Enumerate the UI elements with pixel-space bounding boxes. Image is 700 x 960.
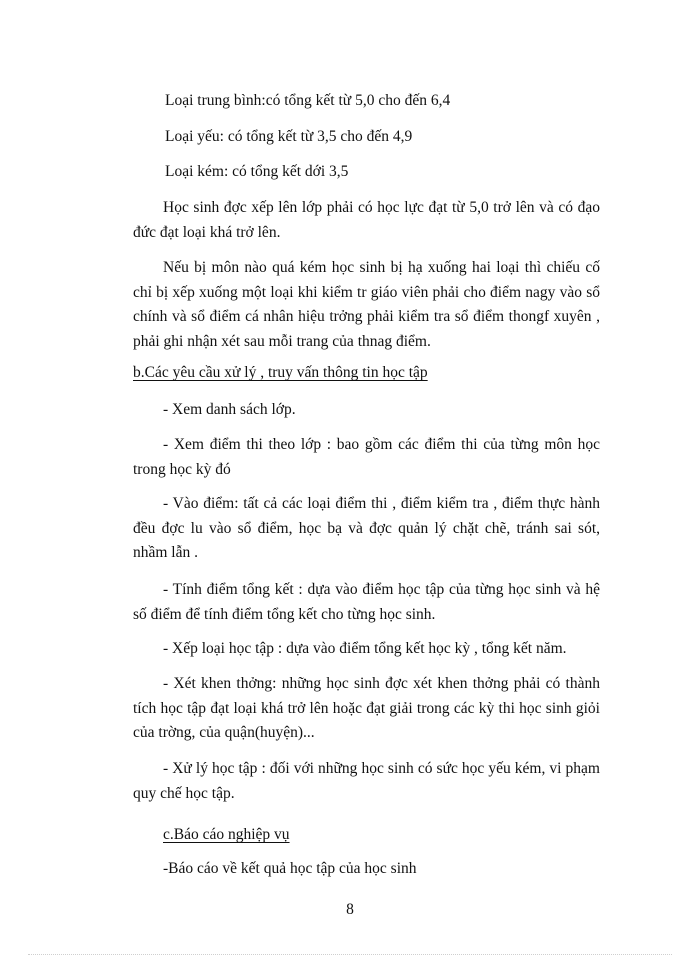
classification-average-line: Loại trung bình:có tổng kết từ 5,0 cho đến 6,4: [165, 92, 451, 109]
bottom-dotted-divider: [28, 954, 672, 955]
promotion-paragraph: Học sinh đợc xếp lên lớp phải có học lực đạt từ 5,0 trở lên và có đạo đức đạt loại khá trở lên.: [133, 199, 600, 241]
section-c-heading: c.Báo cáo nghiệp vụ: [163, 826, 290, 843]
classification-weak-line: Loại yếu: có tổng kết từ 3,5 cho đến 4,9: [165, 128, 413, 145]
requirement-handle-learning: - Xử lý học tập : đối với những học sinh có sức học yếu kém, vi phạm quy chế học tập.: [133, 760, 600, 802]
page-number: 8: [346, 901, 354, 918]
requirement-classify-learning: - Xếp loại học tập : dựa vào điểm tổng kết học kỳ , tổng kết năm.: [163, 640, 567, 657]
demotion-paragraph: Nếu bị môn nào quá kém học sinh bị hạ xuống hai loại thì chiếu cố chỉ bị xếp xuống một loại khi kiểm tr giáo viên phải cho điểm nagy vào sổ chính và sổ điểm cá nhân hiệu trởng phải kiểm tra sổ điểm thongf xuyên , phải ghi nhận xét sau mỗi trang của thnag điểm.: [133, 259, 600, 350]
requirement-calculate-final-score: - Tính điểm tổng kết : dựa vào điểm học tập của từng học sinh và hệ số điểm để tính điểm tổng kết cho từng học sinh.: [133, 581, 600, 623]
requirement-rewards: - Xét khen thởng: những học sinh đợc xét khen thởng phải có thành tích học tập đạt loại khá trở lên hoặc đạt giải trong các kỳ thi học sinh giỏi của trờng, của quận(huyện)...: [133, 675, 600, 741]
section-b-heading: b.Các yêu cầu xử lý , truy vấn thông tin học tập: [133, 364, 428, 381]
requirement-view-class-list: - Xem danh sách lớp.: [163, 401, 296, 418]
requirement-view-scores: - Xem điểm thi theo lớp : bao gồm các điểm thi của từng môn học trong học kỳ đó: [133, 436, 600, 478]
report-learning-results: -Báo cáo về kết quả học tập của học sinh: [163, 860, 417, 877]
requirement-enter-scores: - Vào điểm: tất cả các loại điểm thi , điểm kiểm tra , điểm thực hành đều đợc lu vào sổ điểm, học bạ và đợc quản lý chặt chẽ, tránh sai sót, nhầm lẫn .: [133, 495, 600, 561]
classification-poor-line: Loại kém: có tổng kết dới 3,5: [165, 163, 349, 180]
